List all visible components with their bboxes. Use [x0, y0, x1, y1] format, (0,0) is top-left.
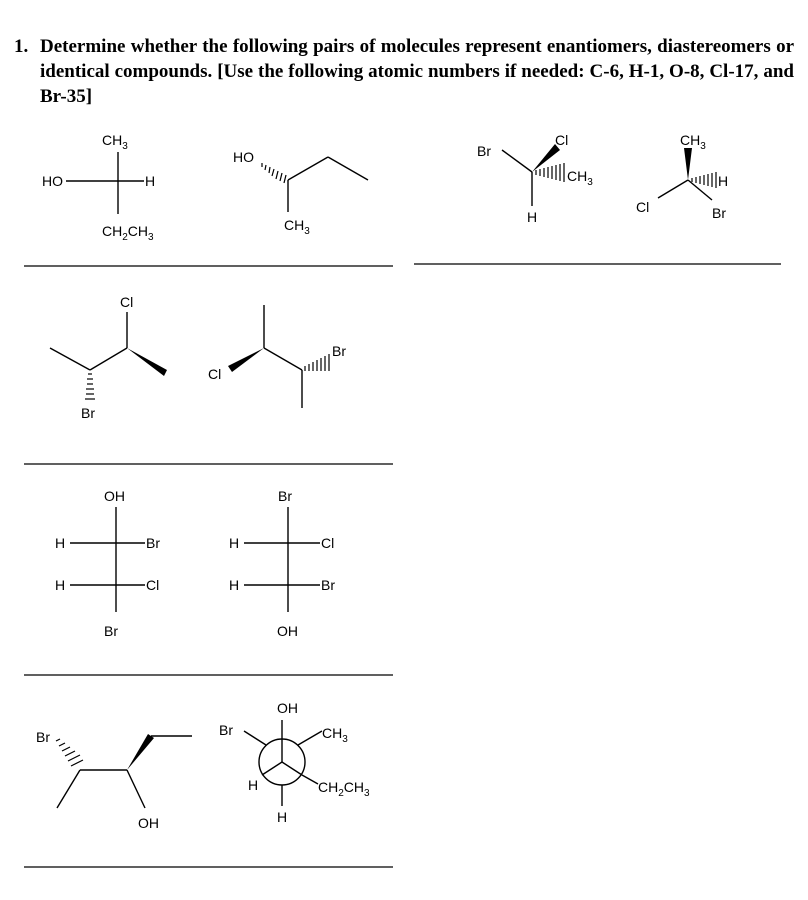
label-br: Br — [477, 143, 491, 159]
label-cl: Cl — [321, 535, 335, 551]
label-ch2ch3: $CH_2CH_3$ — [318, 779, 370, 799]
label-oh: OH — [104, 488, 125, 504]
pair-1-molecule-b-skeletal — [233, 149, 368, 237]
label-h: H — [527, 209, 538, 225]
label-br: Br — [81, 405, 95, 421]
pair-2-molecule-a — [477, 132, 593, 225]
label-h: H — [277, 809, 288, 825]
label-br: Br — [712, 205, 726, 221]
pair-3-molecule-a — [50, 294, 167, 421]
label-h: H — [229, 577, 240, 593]
label-cl: Cl — [636, 199, 650, 215]
label-br: Br — [104, 623, 118, 639]
label-h: H — [55, 577, 66, 593]
pair-3-molecule-b — [208, 305, 346, 408]
pair-5-molecule-b-newman — [219, 700, 370, 825]
label-ch3: $CH_3$ — [680, 132, 706, 152]
label-h: H — [248, 777, 259, 793]
label-ch2ch3: $CH_2CH_3$ — [102, 223, 154, 243]
label-cl: Cl — [208, 366, 222, 382]
label-ch3: $CH_3$ — [102, 132, 128, 152]
label-h: H — [145, 173, 156, 189]
pair-2-molecule-b — [636, 132, 728, 221]
label-cl: Cl — [555, 132, 569, 148]
label-br: Br — [278, 488, 292, 504]
label-ch3: $CH_3$ — [284, 217, 310, 237]
label-h: H — [229, 535, 240, 551]
label-br: Br — [146, 535, 160, 551]
label-br: Br — [321, 577, 335, 593]
question-text: Determine whether the following pairs of molecules represent enantiomers, diastereomers or identical compounds. [Use the following atomic numbers if needed: C-6, H-1, O-8, Cl-17, and Br-35] — [40, 36, 794, 107]
label-br: Br — [332, 343, 346, 359]
pair-5-molecule-a — [36, 729, 192, 831]
label-ch3: $CH_3$ — [567, 168, 593, 188]
pair-4-molecule-b-fischer — [229, 488, 335, 639]
label-br: Br — [36, 729, 50, 745]
label-cl: Cl — [146, 577, 160, 593]
label-ho: HO — [42, 173, 63, 189]
label-ho: HO — [233, 149, 254, 165]
pair-4-molecule-a-fischer — [55, 488, 160, 639]
label-cl: Cl — [120, 294, 134, 310]
label-h: H — [718, 173, 729, 189]
label-br: Br — [219, 722, 233, 738]
question-number: 1. — [14, 36, 29, 57]
label-oh: OH — [138, 815, 159, 831]
label-oh: OH — [277, 700, 298, 716]
pair-1-molecule-a-fischer — [42, 132, 155, 243]
label-ch3: $CH_3$ — [322, 725, 348, 745]
label-oh: OH — [277, 623, 298, 639]
label-h: H — [55, 535, 66, 551]
